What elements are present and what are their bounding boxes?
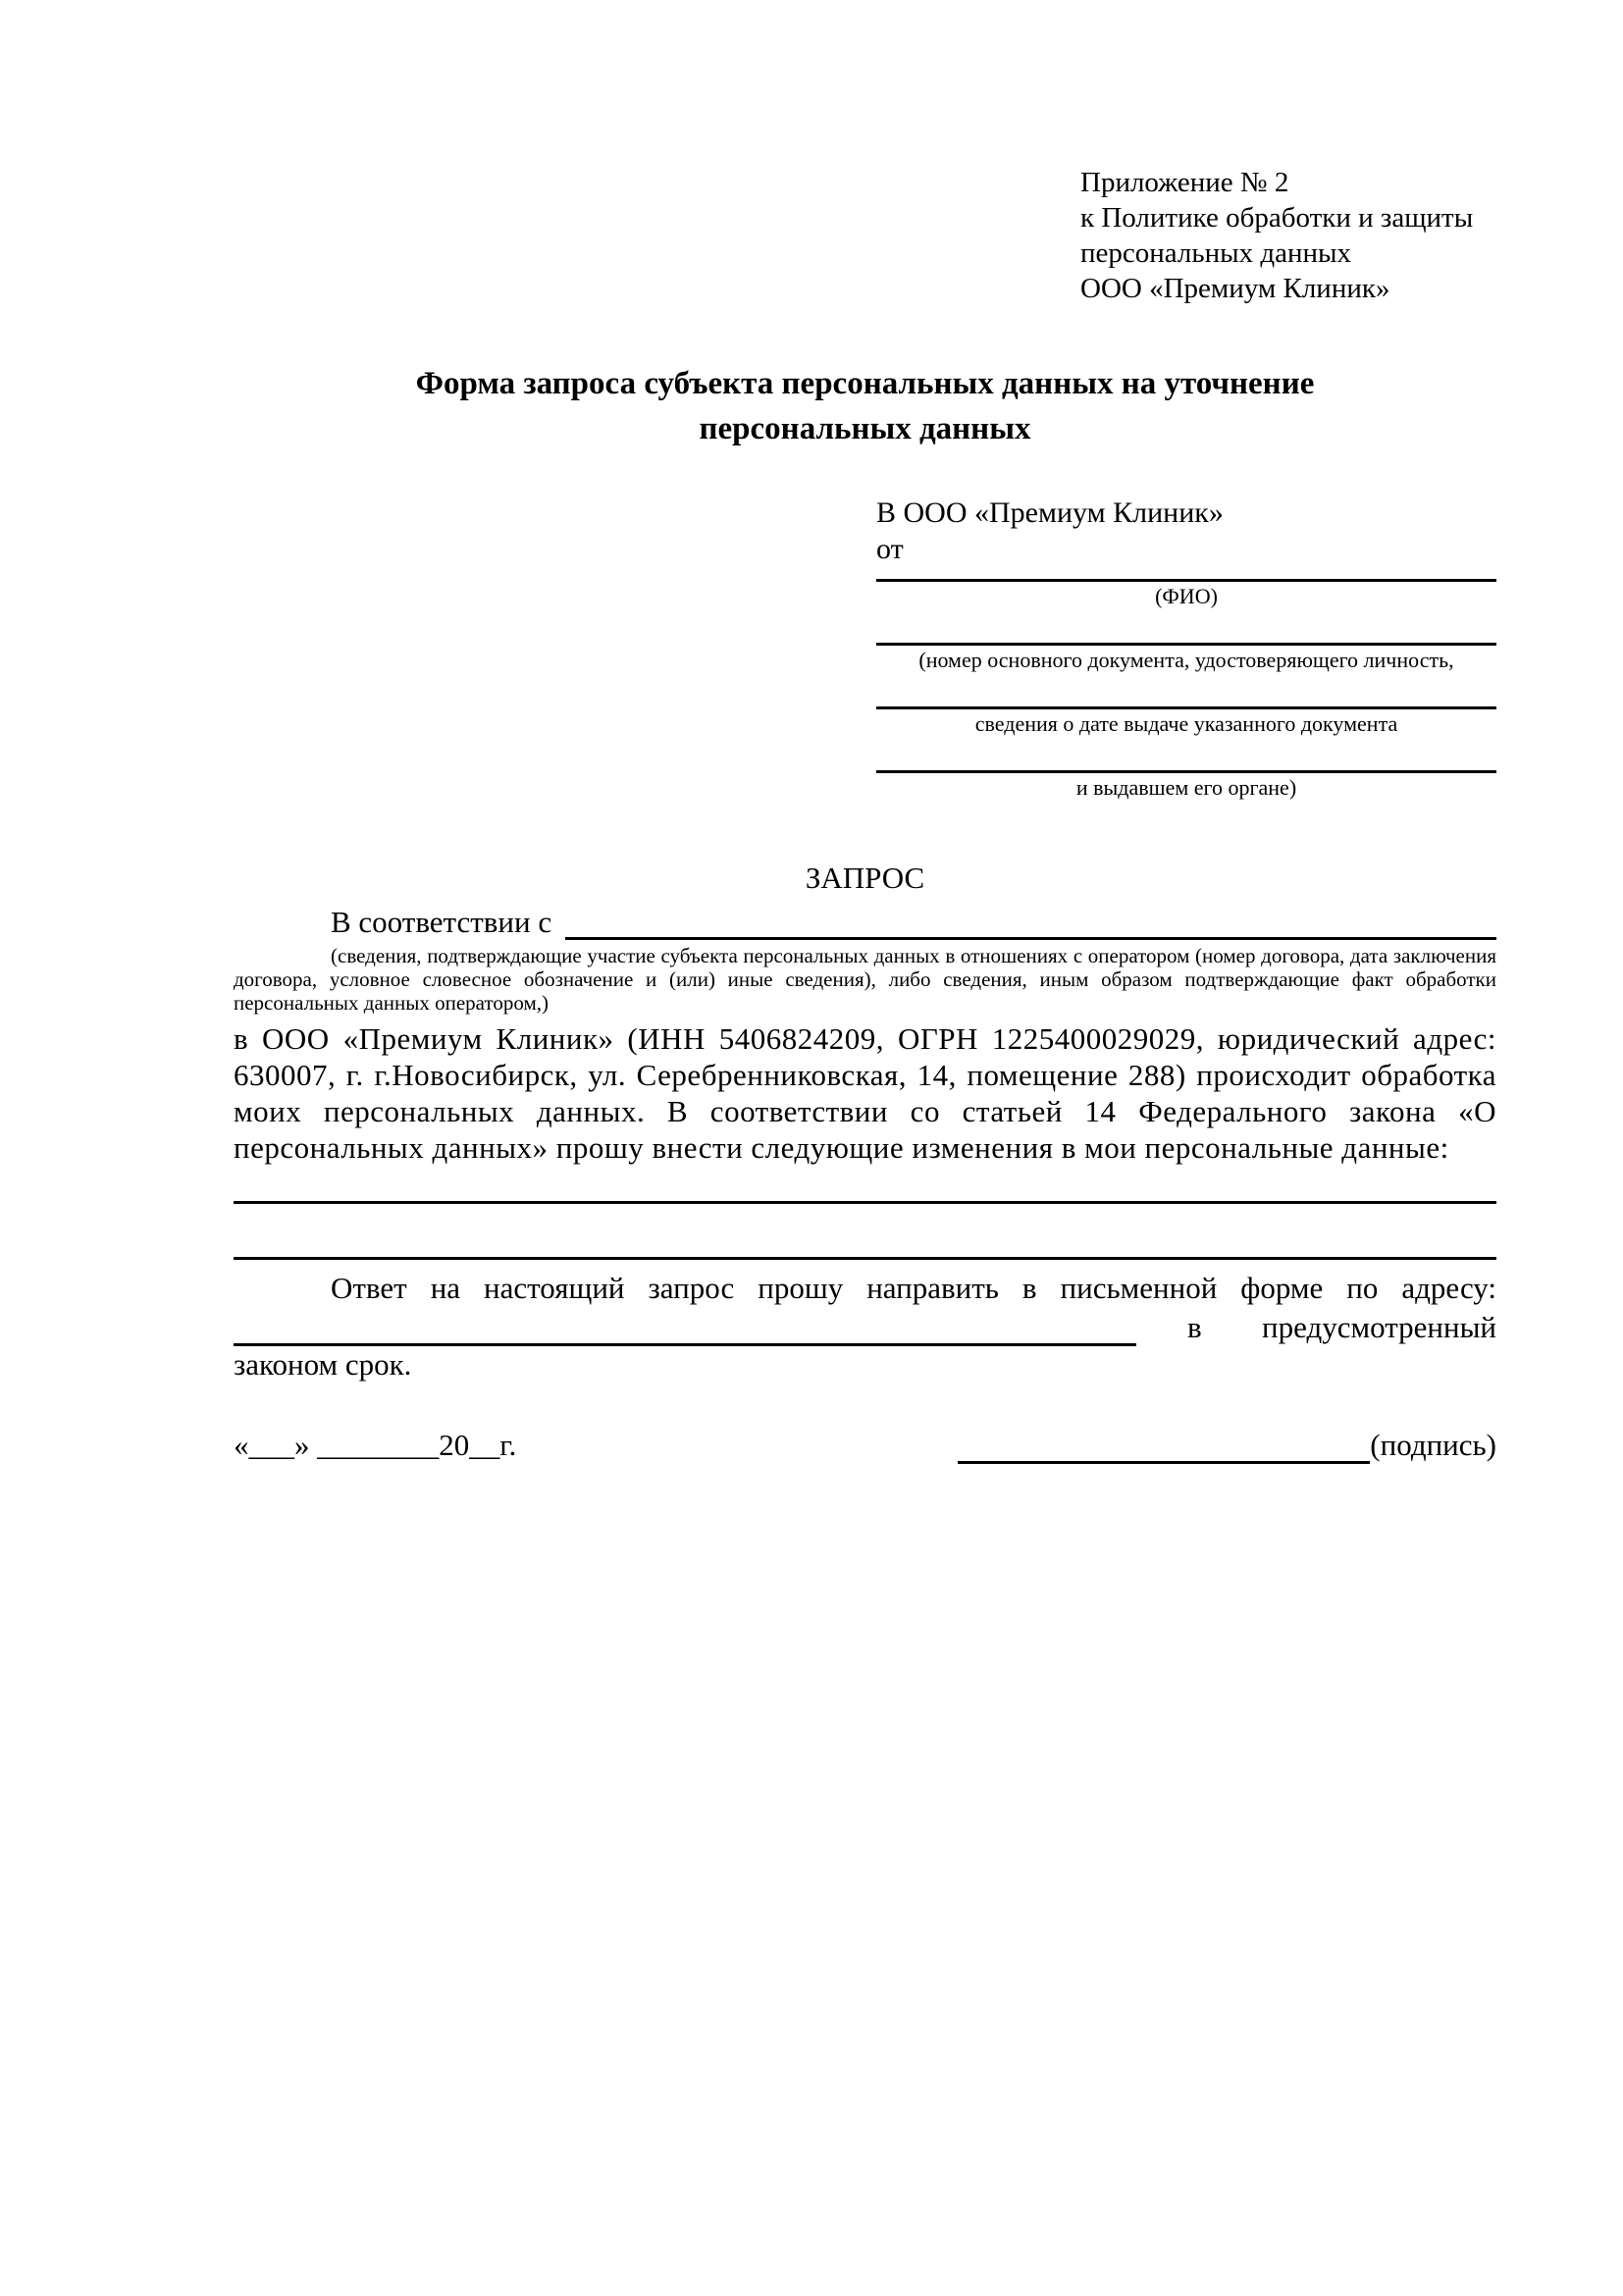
fio-blank-line [876, 567, 1496, 582]
document-number-caption: (номер основного документа, удостоверяющего личность, [918, 648, 1454, 672]
addressee-block [876, 495, 1496, 801]
basis-footnote: (сведения, подтверждающие участие субъекта персональных данных в отношениях с оператором (номер договора, дата заключения договора, условное словесное обозначение и (или) иные сведения), либо сведения, иным образом подтверждающие факт обработки персональных данных оператором,) [234, 944, 1496, 1015]
date-signature-row [234, 1427, 1496, 1464]
fio-caption: (ФИО) [1155, 584, 1218, 608]
request-body: в ООО «Премиум Клиник» (ИНН 5406824209, ОГРН 1225400029029, юридический адрес: 630007, г. г.Новосибирск, ул. Серебренниковская, 14, помещение 288) происходит обработка моих персональных данных. В соответствии со статьей 14 Федерального закона «О персональных данных» прошу внести следующие изменения в мои персональные данные: [234, 1021, 1496, 1165]
appendix-header-line: персональных данных [1080, 237, 1352, 269]
document-title: Форма запроса субъекта персональных данных на уточнение персональных данных [415, 366, 1315, 446]
changes-blank-line-1 [234, 1166, 1496, 1204]
issuing-authority-blank-line [876, 737, 1496, 773]
appendix-header-line: к Политике обработки и защиты [1080, 202, 1474, 234]
signature-group [958, 1427, 1496, 1464]
signature-caption: (подпись) [1370, 1428, 1496, 1462]
signature-blank-line [958, 1432, 1370, 1464]
basis-prefix: В соответствии с [331, 905, 552, 939]
document-number-blank-line [876, 609, 1496, 646]
reply-address-row [234, 1307, 1496, 1346]
changes-blank-line-2 [234, 1204, 1496, 1260]
appendix-header [1080, 165, 1496, 306]
reply-tail-word: в [1187, 1310, 1202, 1344]
issue-date-blank-line [876, 673, 1496, 709]
issuing-authority-caption: и выдавшем его органе) [1075, 775, 1297, 800]
reply-tail [1136, 1309, 1496, 1346]
appendix-header-line: ООО «Премиум Клиник» [1080, 273, 1390, 304]
reply-address-blank-line [234, 1314, 1136, 1346]
date-blank: «___» ________20__г. [234, 1428, 517, 1462]
appendix-header-line: Приложение № 2 [1080, 167, 1289, 198]
request-heading: ЗАПРОС [805, 861, 925, 895]
basis-blank-line [565, 908, 1496, 940]
addressee-from-label: от [876, 533, 904, 565]
reply-end: законом срок. [234, 1347, 412, 1382]
reply-address-intro: Ответ на настоящий запрос прошу направить в письменной форме по адресу: [331, 1271, 1496, 1305]
addressee-to: В ООО «Премиум Клиник» [876, 496, 1224, 529]
issue-date-caption: сведения о дате выдаче указанного документа [974, 711, 1398, 736]
basis-row [234, 905, 1496, 940]
reply-tail-word: предусмотренный [1262, 1310, 1496, 1344]
